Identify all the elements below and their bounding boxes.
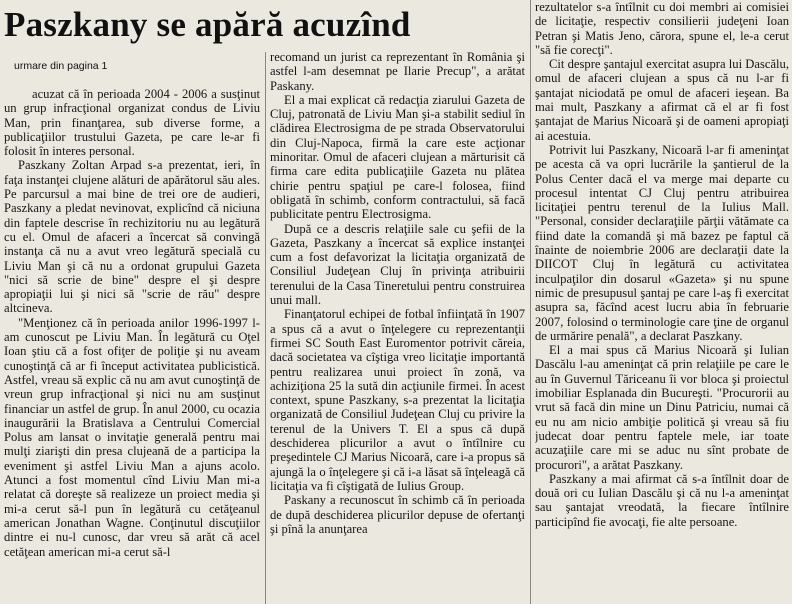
column-divider xyxy=(530,0,531,604)
paragraph: Paszkany Zoltan Arpad s-a prezentat, ieri, în faţa instanţei clujene alături de apărătorul său ales. Pe parcursul a mai bine de trei ore de audieri, Paszkany a pledat nevinovat, explicînd că niciuna din faptele descrise în rechizitoriu nu au legătură cu el. Omul de afaceri a încercat să convingă instanţa că nu a avut vreo legătură specială cu Liviu Man şi că nu a ordonat grupului Gazeta "nici să scrie de bine" despre el şi despre apropiaţii lui şi nici să "scrie de rău" despre altcineva. xyxy=(4,158,260,316)
continued-from-label: urmare din pagina 1 xyxy=(14,60,108,72)
column-divider xyxy=(265,52,266,604)
article-headline: Paszkany se apără acuzînd xyxy=(4,5,411,44)
article-column-3 xyxy=(535,0,789,604)
paragraph: El a mai explicat că redacţia ziarului Gazeta de Cluj, patronată de Liviu Man şi-a stabilit sediul în clădirea Electrosigma de pe strada Observatorului din Cluj-Napoca, firmă la care este acţionar minoritar. Omul de afaceri clujean a mărturisit că firma care edita publicaţiile Gazeta nu plătea chirie pentru spaţiul pe care-l folosea, fiind obligată în schimb, conform contractului, să facă publicitate pentru Electrosigma. xyxy=(270,92,525,222)
paragraph: După ce a descris relaţiile sale cu şefii de la Gazeta, Paszkany a încercat să explice instanţei cum a fost defavorizat la licitaţia organizată de Consiliul Judeţean Cluj în privinţa atribuirii terenului de la Casa Tineretului pentru construirea unui mall. xyxy=(270,221,525,308)
paragraph: "Menţionez că în perioada anilor 1996-1997 l-am cunoscut pe Liviu Man. În legătură cu Oţel Ioan ştiu că a fost ofiţer de poliţie şi nu aveam cunoştinţă că ar fi început activitatea publicistică. Astfel, vreau să explic că nu am avut cunoştinţă de vreun grup infracţional şi nici nu am susţinut financiar un astfel de grup. În anul 2000, cu ocazia inaugurării la Bratislava a Centrului Comercial Polus am lansat o invitaţie generală pentru mai mulţi ziarişti din presa clujeană de a participa la eveniment şi astfel Liviu Man a ajuns acolo. Atunci a fost momentul cînd Liviu Man mi-a relatat că doreşte să realizeze un proiect media şi mi-a cerut să-l pun în legătură cu cetăţeanul american Jonathan Wagne. Conţinutul discuţiilor dintre ei nu-l cunosc, dar vreu să arăt că acel cetăţean american mi-a cerut să-l xyxy=(4,315,260,559)
article-column-1 xyxy=(4,87,260,604)
paragraph: Cit despre şantajul exercitat asupra lui Dascălu, omul de afaceri clujean a spus că nu l-ar fi şantajat niciodată pe omul de afaceri ieşean. Ba mai mult, Paszkany a afirmat că el ar fi fost şantajat de Marius Nicoară şi de oameni apropiaţi ai acestuia. xyxy=(535,57,789,143)
paragraph: El a mai spus că Marius Nicoară şi Iulian Dascălu l-au ameninţat că prin relaţiile pe care le au în Guvernul Tăriceanu îi vor bloca şi proiectul imobiliar Esplanada din Bucureşti. "Procurorii au vrut să facă din mine un Dinu Patriciu, numai că eu nu am nicio ambiţie politică şi vreau să fiu judecat doar pentru faptele mele, iar toate acuzaţiile care mi se aduc nu sînt probate de procurori", a arătat Paszkany. xyxy=(535,343,789,472)
paragraph: rezultatelor s-a întîlnit cu doi membri ai comisiei de licitaţie, respectiv consilierii judeţeni Ioan Petran şi Matis Jeno, cărora, spune el, le-a cerut "să fie corecţi". xyxy=(535,0,789,57)
paragraph: Finanţatorul echipei de fotbal înfiinţată în 1907 a spus că a avut o înţelegere cu reprezentanţii firmei SC South East Euromentor potrivit căreia, dacă societatea va cîştiga vreo licitaţie importantă pentru realizarea unui proiect în zonă, va achiziţiona 25 la sută din acţiunile firmei. În acest context, spune Paszkany, s-a prezentat la licitaţia organizată de Consiliul Judeţean Cluj cu privire la terenul de la Univers T. El a spus că după deschiderea plicurilor a avut o întîlnire cu preşedintele CJ Marius Nicoară, care i-a propus să ajungă la o înţelegere şi că i-a lăsat să înţeleagă că licitaţia va fi cîştigată de Iulius Group. xyxy=(270,307,525,493)
paragraph: Potrivit lui Paszkany, Nicoară l-ar fi ameninţat pe acesta că va opri lucrările la şantierul de la Polus Center dacă el va merge mai departe cu procesul intentat CJ Cluj pentru atribuirea licitaţiei pentru terenul de la Iulius Mall. "Personal, consider declaraţiile părţii vătămate ca fiind date la comandă şi mă bazez pe faptul că înainte de noiembrie 2006 are declaraţii date la DIICOT Cluj în legătură cu activitatea inculpaţilor din dosarul «Gazeta» şi nu spune nimic de presupusul şantaj pe care l-aş fi exercitat asupra sa, făcînd acest lucru abia în februarie 2007, folosind o terminologie care ţine de organul de urmărire penală", a declarat Paszkany. xyxy=(535,142,789,343)
paragraph: Paszkany a mai afirmat că s-a întîlnit doar de două ori cu Iulian Dascălu şi că nu l-a ameninţat sau şantajat vreodată, la fiecare întîlnire participînd fie avocaţi, fie alte persoane. xyxy=(535,471,789,529)
paragraph: recomand un jurist ca reprezentant în România şi astfel l-am desemnat pe Ilarie Precup", a arătat Paskany. xyxy=(270,50,525,93)
paragraph: acuzat că în perioada 2004 - 2006 a susţinut un grup infracţional organizat condus de Liviu Man, prin finanţarea, sub diverse forme, a publicaţiilor trustului Gazeta, pe care le-ar fi folosit în interes personal. xyxy=(4,87,260,159)
article-column-2 xyxy=(270,50,525,604)
paragraph: Paskany a recunoscut în schimb că în perioada de după deschiderea plicurilor depuse de ofertanţi şi pînă la anunţarea xyxy=(270,493,525,536)
